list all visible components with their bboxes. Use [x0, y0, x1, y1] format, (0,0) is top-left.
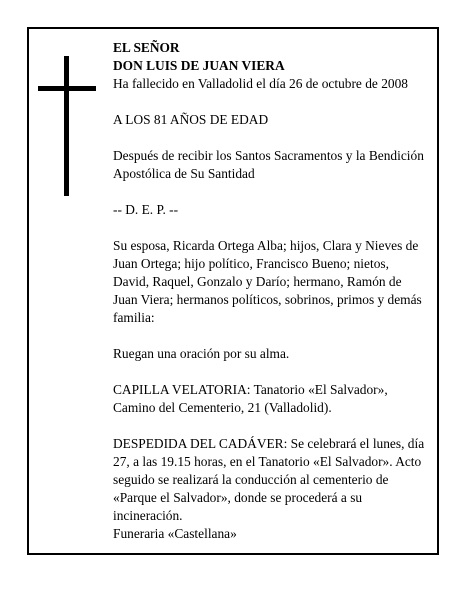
cross-icon-horizontal-bar: [38, 86, 96, 91]
farewell-text: DESPEDIDA DEL CADÁVER: Se celebrará el lunes, día 27, a las 19.15 horas, en el Tanatorio «El Salvador». Acto seguido se realizará la conducción al cementerio de «Parque el Salvador», donde se procederá a su incineración.: [113, 436, 425, 523]
sacraments-text: Después de recibir los Santos Sacramentos y la Bendición Apostólica de Su Santidad: [113, 148, 424, 181]
chapel-text: CAPILLA VELATORIA: Tanatorio «El Salvador», Camino del Cementerio, 21 (Valladolid).: [113, 382, 388, 415]
title-line-2: DON LUIS DE JUAN VIERA: [113, 58, 285, 73]
age-line: A LOS 81 AÑOS DE EDAD: [113, 112, 269, 127]
rip-line: -- D. E. P. --: [113, 202, 179, 217]
prayer-text: Ruegan una oración por su alma.: [113, 346, 290, 361]
funeral-home-text: Funeraria «Castellana»: [113, 526, 237, 541]
obituary-content: [113, 39, 425, 543]
title-line-1: EL SEÑOR: [113, 40, 180, 55]
cross-icon-vertical-bar: [64, 56, 69, 196]
family-text: Su esposa, Ricarda Ortega Alba; hijos, Clara y Nieves de Juan Ortega; hijo político, Francisco Bueno; nietos, David, Raquel, Gonzalo y Darío; hermano, Ramón de Juan Viera; hermanos políticos, sobrinos, primos y demás familia:: [113, 238, 422, 325]
death-info: Ha fallecido en Valladolid el día 26 de octubre de 2008: [113, 76, 408, 91]
